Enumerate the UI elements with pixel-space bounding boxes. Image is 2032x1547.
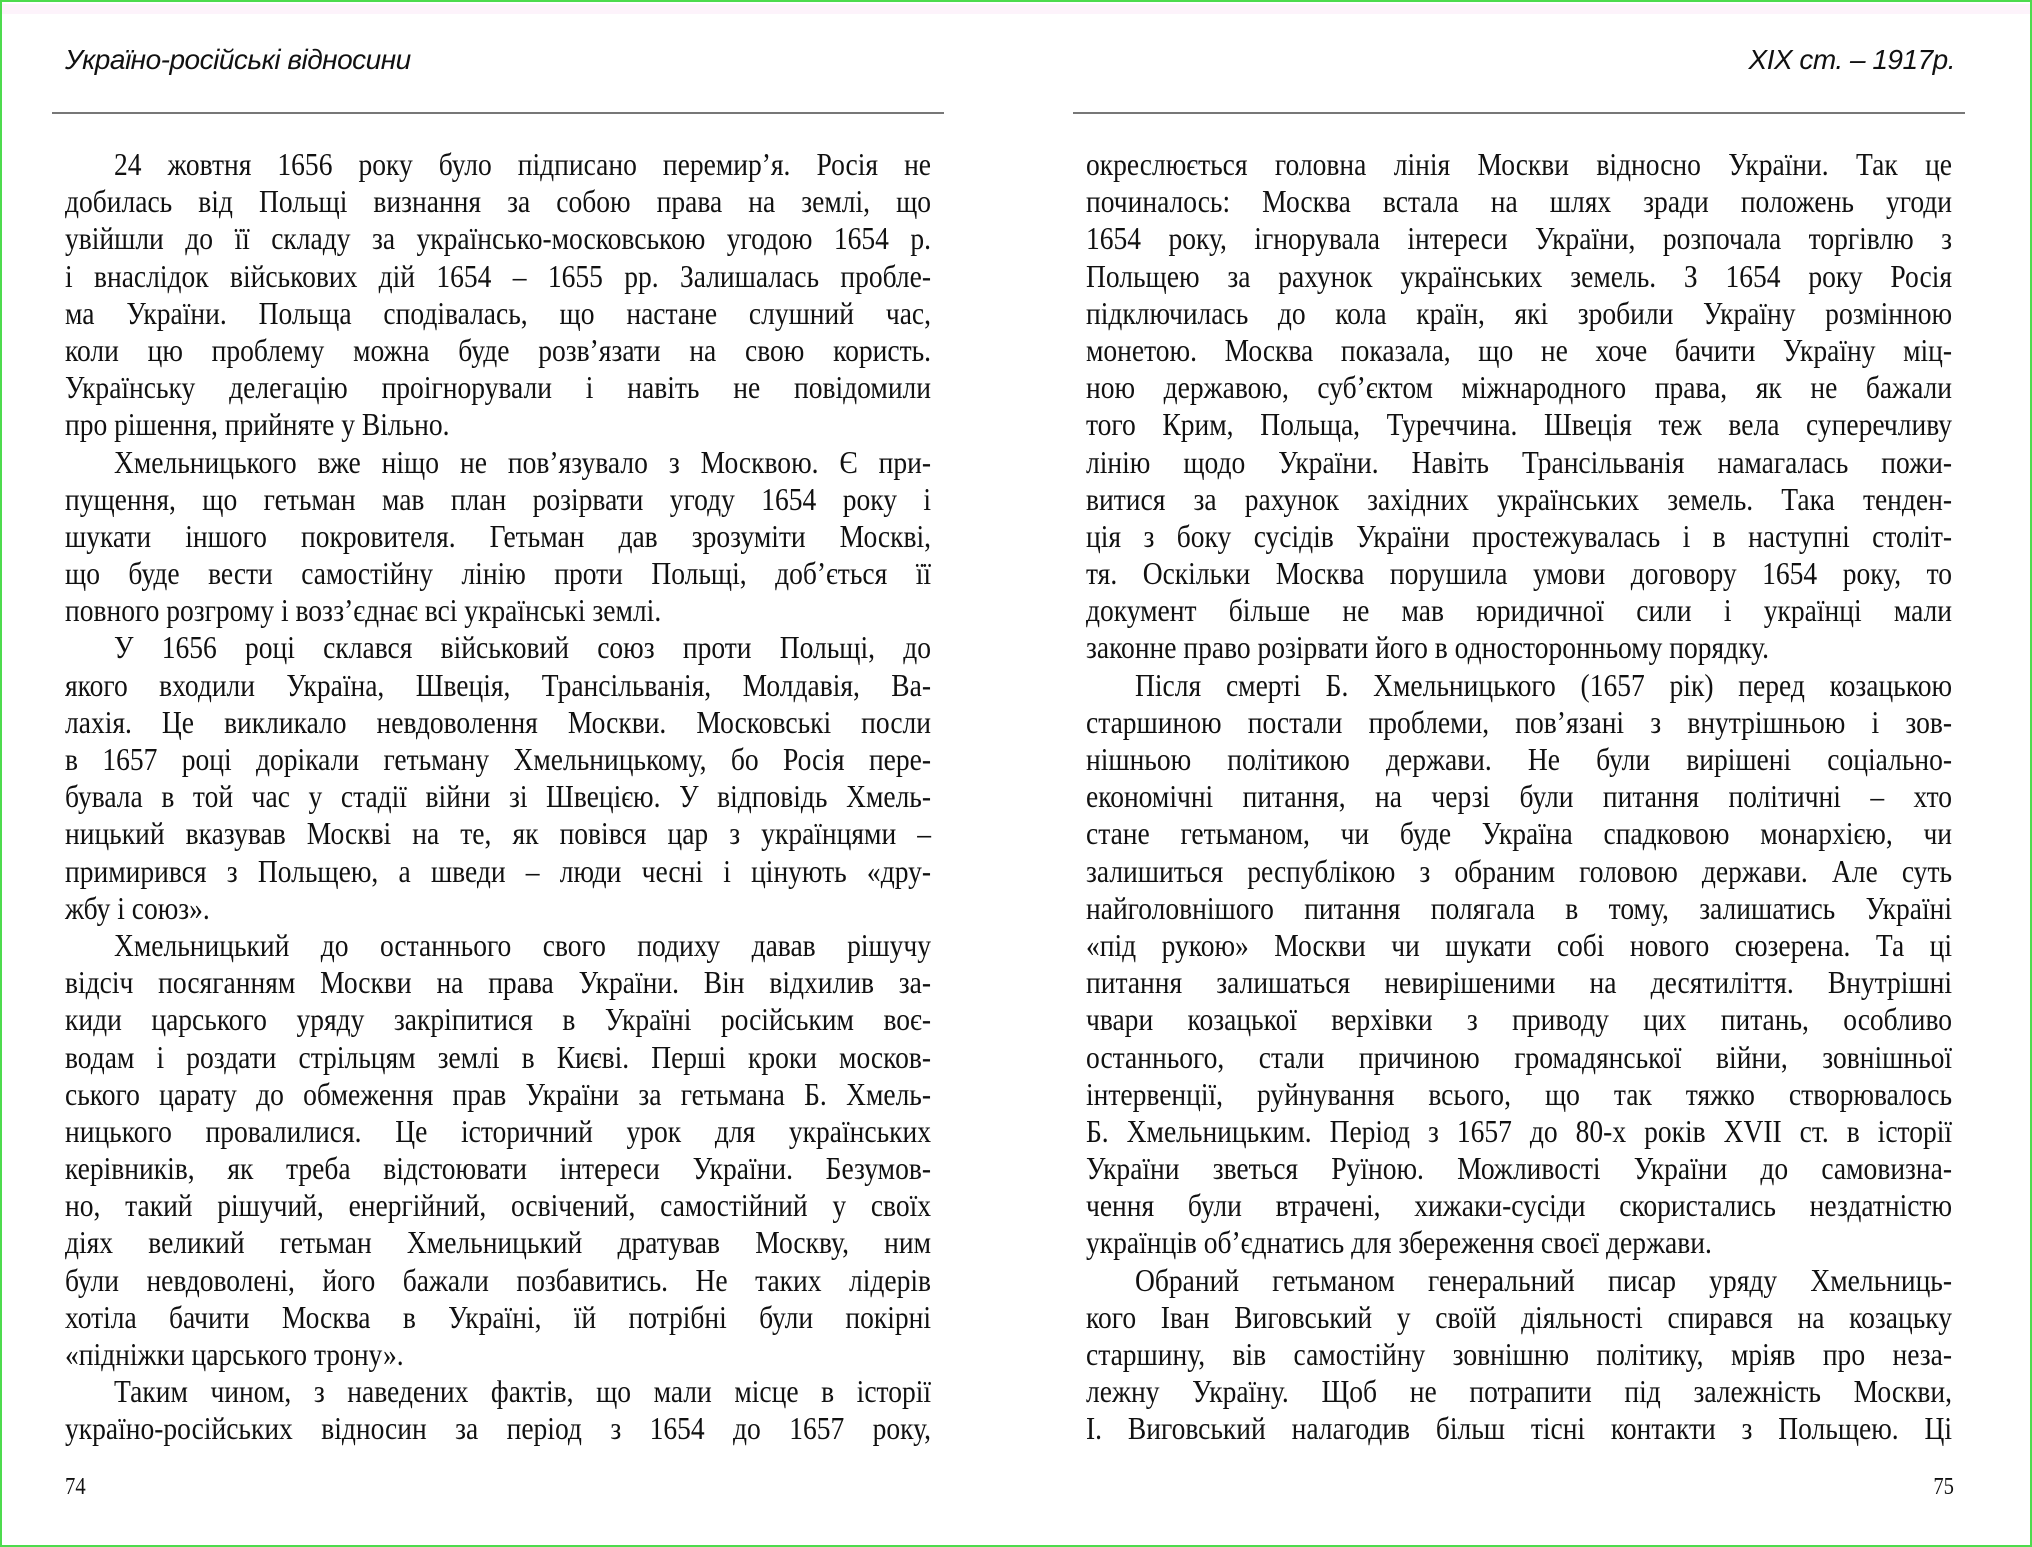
text-line: України зветься Руїною. Можливості України до самовизна-	[1086, 1150, 1953, 1187]
text-line: Після смерті Б. Хмельницького (1657 рік) перед козацькою	[1135, 666, 1953, 703]
text-line: «під рукою» Москви чи шукати собі нового сюзерена. Та ці	[1086, 926, 1953, 963]
left-page-number: 74	[65, 1474, 86, 1500]
text-line: що буде вести самостійну лінію проти Польщі, доб’ється її	[65, 555, 932, 592]
text-line: «підніжки царського трону».	[65, 1336, 404, 1372]
text-line: Українську делегацію проігнорували і навіть не повідомили	[65, 369, 932, 406]
paragraph	[1086, 667, 1952, 1262]
text-line: залишиться республікою з обраним головою держави. Але суть	[1086, 852, 1953, 889]
text-line: тя. Оскільки Москва порушила умови договору 1654 року, то	[1086, 555, 1953, 592]
text-line: найголовнішого питання полягала в тому, залишатись Україні	[1086, 889, 1953, 926]
text-line: відсіч посяганням Москви на права України. Він відхилив за-	[65, 964, 932, 1001]
text-line: примирився з Польщею, а шведи – люди чесні і цінують «дру-	[65, 852, 932, 889]
left-running-header: Україно-російські відносини	[65, 44, 411, 75]
text-line: стане гетьманом, чи буде Україна спадковою монархією, чи	[1086, 815, 1953, 852]
text-line: ма України. Польща сподівалась, що настане слушний час,	[65, 294, 932, 331]
text-line: і внаслідок військових дій 1654 – 1655 рр. Залишалась пробле-	[65, 257, 932, 294]
text-line: чення були втрачені, хижаки-сусіди скористались нездатністю	[1086, 1187, 1953, 1224]
text-line: жбу і союз».	[65, 889, 210, 926]
text-line: ського царату до обмеження прав України за гетьмана Б. Хмель-	[65, 1075, 932, 1112]
left-header-rule	[52, 112, 944, 114]
paragraph	[1086, 1262, 1952, 1448]
text-line: увійшли до її складу за українсько-московською угодою 1654 р.	[65, 220, 932, 257]
text-line: но, такий рішучий, енергійний, освічений, самостійний у своїх	[65, 1187, 932, 1224]
paragraph	[1086, 146, 1952, 667]
text-line: керівників, як треба відстоювати інтереси України. Безумов-	[65, 1150, 932, 1187]
text-line: ною державою, суб’єктом міжнародного права, як не бажали	[1086, 369, 1953, 406]
text-line: україно-російських відносин за період з 1654 до 1657 року,	[65, 1410, 932, 1447]
text-line: Таким чином, з наведених фактів, що мали місце в історії	[114, 1373, 932, 1410]
text-line: Б. Хмельницьким. Період з 1657 до 80-х років XVII ст. в історії	[1086, 1112, 1953, 1149]
text-line: інтервенції, руйнування всього, що так тяжко створювалось	[1086, 1075, 1953, 1112]
text-line: якого входили Україна, Швеція, Трансільванія, Молдавія, Ва-	[65, 666, 932, 703]
text-line: водам і роздати стрільцям землі в Києві. Перші кроки москов-	[65, 1038, 932, 1075]
text-line: діях великий гетьман Хмельницький дратував Москву, ним	[65, 1224, 932, 1261]
text-line: 1654 року, ігнорувала інтереси України, розпочала торгівлю з	[1086, 220, 1953, 257]
text-line: Хмельницького вже ніщо не пов’язувало з Москвою. Є при-	[114, 443, 932, 480]
text-line: в 1657 році дорікали гетьману Хмельницькому, бо Росія пере-	[65, 741, 932, 777]
paragraph	[65, 629, 931, 927]
text-line: нішньою політикою держави. Не були вирішені соціально-	[1086, 741, 1953, 777]
text-line: коли цю проблему можна буде розв’язати на свою користь.	[65, 331, 932, 368]
text-line: чвари козацької верхівки з приводу цих питань, особливо	[1086, 1001, 1953, 1038]
text-line: бувала в той час у стадії війни зі Швецією. У відповідь Хмель-	[65, 778, 932, 815]
text-line: хотіла бачити Москва в Україні, їй потрібні були покірні	[65, 1298, 932, 1335]
text-line: добилась від Польщі визнання за собою права на землі, що	[65, 183, 932, 220]
text-line: підключилась до кола країн, які зробили Україну розмінною	[1086, 294, 1953, 331]
right-running-header: XIX ст. – 1917р.	[1748, 44, 1955, 75]
left-page-body	[65, 146, 931, 1448]
text-line: старшиною постали проблеми, пов’язані з внутрішньою і зов-	[1086, 703, 1953, 740]
text-line: питання залишаться невирішеними на десятиліття. Внутрішні	[1086, 964, 1953, 1001]
text-line: починалось: Москва встала на шлях зради положень угоди	[1086, 183, 1953, 220]
scan-top-band	[2, 4, 2030, 14]
paragraph	[65, 1373, 931, 1447]
text-line: кого Іван Виговський у своїй діяльності спирався на козацьку	[1086, 1298, 1953, 1335]
text-line: Польщею за рахунок українських земель. З 1654 року Росія	[1086, 257, 1953, 294]
text-line: старшину, вів самостійну зовнішню політику, мріяв про неза-	[1086, 1336, 1953, 1372]
text-line: Обраний гетьманом генеральний писар уряду Хмельниць-	[1135, 1261, 1953, 1298]
text-line: ницького провалилися. Це історичний урок для українських	[65, 1112, 932, 1149]
paragraph	[65, 927, 931, 1373]
right-header-rule	[1073, 112, 1965, 114]
text-line: останнього, стали причиною громадянської війни, зовнішньої	[1086, 1038, 1953, 1075]
text-line: повного розгрому і возз’єднає всі українські землі.	[65, 592, 662, 629]
text-line: ницький вказував Москві на те, як повівся цар з українцями –	[65, 815, 932, 852]
right-page-body	[1086, 146, 1952, 1448]
text-line: про рішення, прийняте у Вільно.	[65, 406, 450, 443]
text-line: законне право розірвати його в односторонньому порядку.	[1086, 629, 1770, 666]
text-line: економічні питання, на черзі були питання політичні – хто	[1086, 778, 1953, 815]
text-line: того Крим, Польща, Туреччина. Швеція теж вела суперечливу	[1086, 406, 1953, 443]
text-line: лежну Україну. Щоб не потрапити під залежність Москви,	[1086, 1373, 1953, 1410]
paragraph	[65, 146, 931, 444]
paragraph	[65, 444, 931, 630]
text-line: шукати іншого покровителя. Гетьман дав зрозуміти Москві,	[65, 517, 932, 554]
text-line: витися за рахунок західних українських земель. Така тенден-	[1086, 480, 1953, 517]
text-line: лінію щодо України. Навіть Трансільванія намагалась пожи-	[1086, 443, 1953, 480]
text-line: У 1656 році склався військовий союз проти Польщі, до	[114, 629, 932, 666]
text-line: пущення, що гетьман мав план розірвати угоду 1654 року і	[65, 480, 932, 517]
text-line: ція з боку сусідів України простежувалась і в наступні століт-	[1086, 517, 1953, 554]
text-line: монетою. Москва показала, що не хоче бачити Україну міц-	[1086, 331, 1953, 368]
text-line: І. Виговський налагодив більш тісні контакти з Польщею. Ці	[1086, 1410, 1953, 1447]
text-line: окреслюється головна лінія Москви відносно України. Так це	[1086, 146, 1953, 182]
text-line: були невдоволені, його бажали позбавитись. Не таких лідерів	[65, 1261, 932, 1298]
text-line: 24 жовтня 1656 року було підписано перемир’я. Росія не	[114, 146, 932, 182]
text-line: документ більше не мав юридичної сили і українці мали	[1086, 592, 1953, 629]
text-line: українців об’єднатись для збереження своєї держави.	[1086, 1224, 1712, 1261]
right-page-number: 75	[1933, 1474, 1954, 1500]
text-line: киди царського уряду закріпитися в Україні російським воє-	[65, 1001, 932, 1038]
text-line: лахія. Це викликало невдоволення Москви. Московські посли	[65, 703, 932, 740]
text-line: Хмельницький до останнього свого подиху давав рішучу	[114, 926, 932, 963]
